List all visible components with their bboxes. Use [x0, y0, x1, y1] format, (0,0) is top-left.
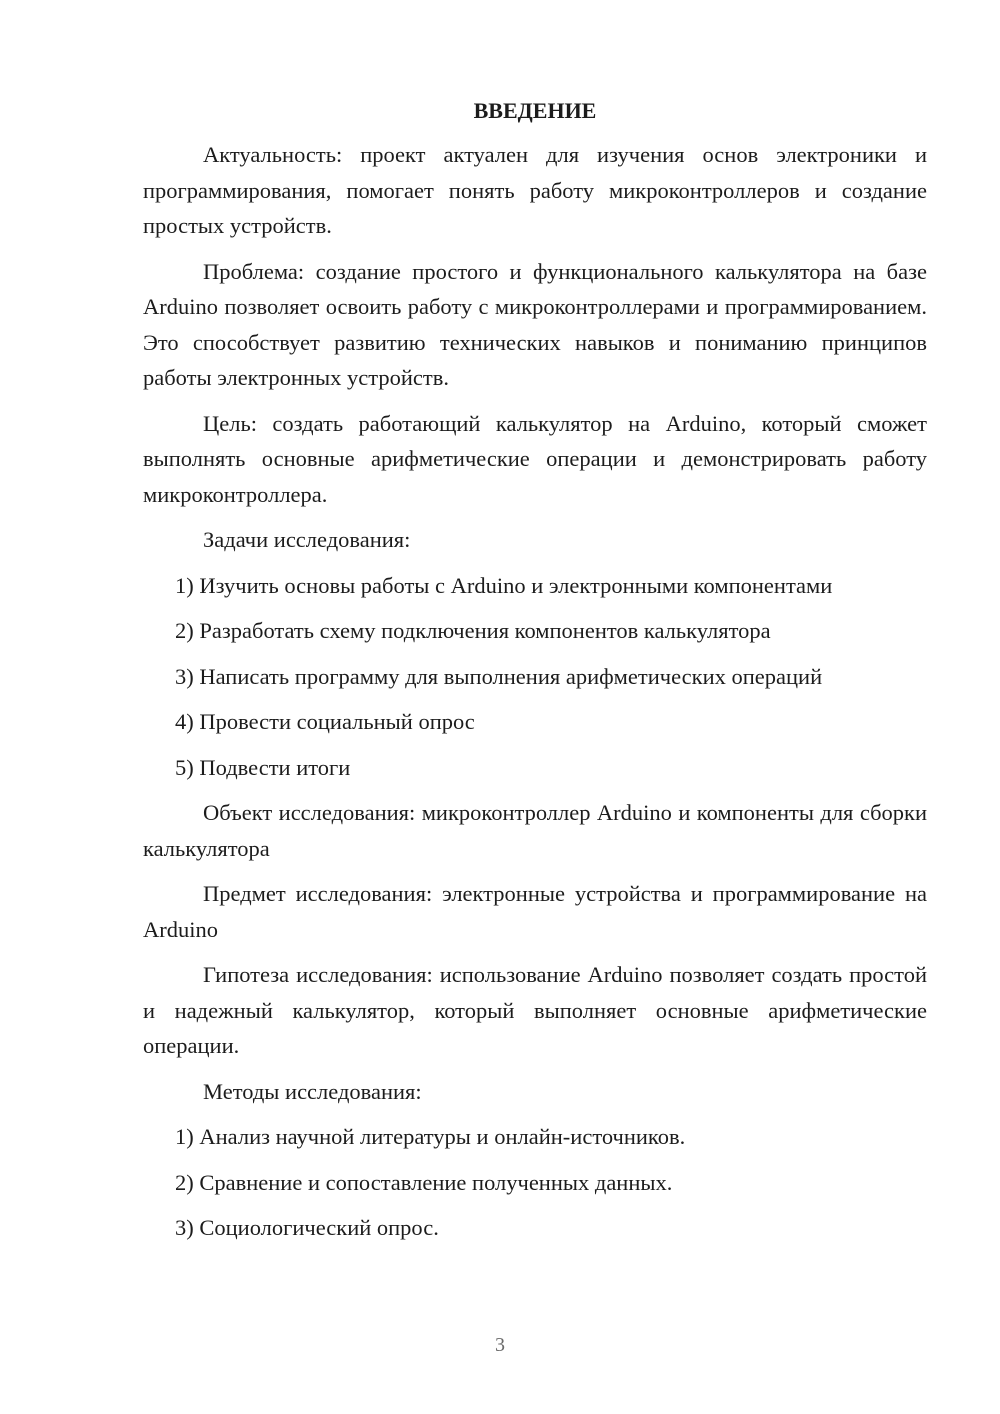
list-item: 4) Провести социальный опрос: [175, 709, 475, 734]
goal-paragraph: Цель: создать работающий калькулятор на Arduino, который сможет выполнять основные арифметические операции и демонстрировать работу микроконтроллера.: [143, 410, 927, 507]
list-item: 3) Социологический опрос.: [175, 1215, 439, 1240]
methods-heading: Методы исследования:: [203, 1078, 422, 1104]
methods-list: [143, 1119, 927, 1246]
list-item: 2) Сравнение и сопоставление полученных данных.: [175, 1169, 673, 1195]
list-item: 1) Изучить основы работы с Arduino и электронными компонентами: [175, 572, 833, 598]
document-page: [143, 95, 927, 1256]
section-title: ВВЕДЕНИЕ: [473, 98, 597, 123]
list-item: 2) Разработать схему подключения компонентов калькулятора: [175, 618, 771, 643]
list-item: 5) Подвести итоги: [175, 754, 351, 780]
page-number: 3: [495, 1334, 505, 1356]
subject-paragraph: Предмет исследования: электронные устройства и программирование на Arduino: [143, 881, 927, 942]
list-item: 1) Анализ научной литературы и онлайн-источников.: [175, 1124, 686, 1149]
tasks-list: [143, 568, 927, 786]
object-paragraph: Объект исследования: микроконтроллер Arduino и компоненты для сборки калькулятора: [143, 800, 927, 861]
relevance-paragraph: Актуальность: проект актуален для изучения основ электроники и программирования, помогает понять работу микроконтроллеров и создание простых устройств.: [143, 142, 927, 238]
list-item: 3) Написать программу для выполнения арифметических операций: [175, 663, 823, 689]
hypothesis-paragraph: Гипотеза исследования: использование Arduino позволяет создать простой и надежный калькулятор, который выполняет основные арифметические операции.: [143, 962, 927, 1058]
tasks-heading: Задачи исследования:: [203, 527, 411, 552]
problem-paragraph: Проблема: создание простого и функционального калькулятора на базе Arduino позволяет освоить работу с микроконтроллерами и программированием. Это способствует развитию технических навыков и пониманию принципов работы электронных устройств.: [143, 258, 927, 390]
